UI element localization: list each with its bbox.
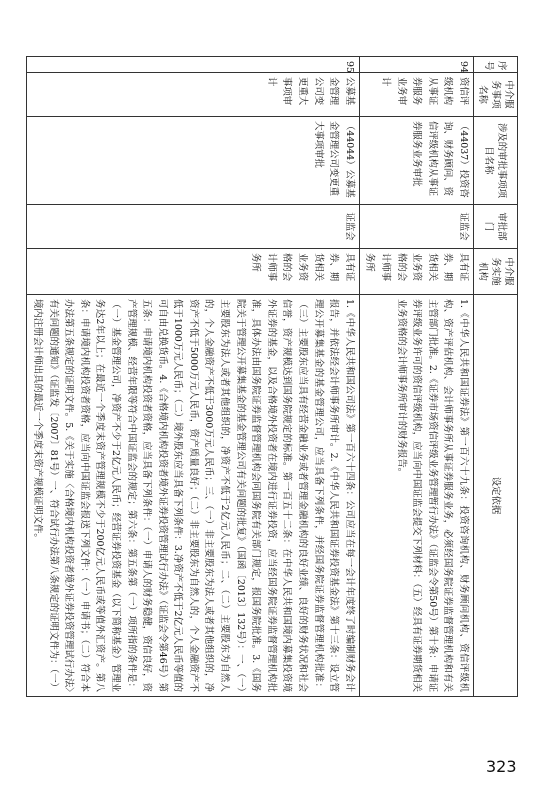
header-approval-item: 涉及的审批事项项目名称 xyxy=(474,117,518,205)
row-approval-dept: 证监会 xyxy=(359,205,473,249)
row-approval-dept: 证监会 xyxy=(27,205,359,249)
header-service-type: 中介服务事项名称 xyxy=(474,73,518,117)
page-number: 323 xyxy=(486,757,517,776)
row-basis: 1.《中华人民共和国证券法》第一百六十九条：投资咨询机构、财务顾问机构、资信评级机构、资产评估机构、会计师事务所从事证券服务业务，必须经国务院证券监督管理机构和有关主管部门批准。2.《证券市场资信评级业务管理暂行办法》（证监会令第50号）第十条：申请证券评级业务许可的资信评级机构，应当向中国证监会提交下列材料：（五）经具有证券期货相关业务资格的会计师事务所审计的财务报告。 xyxy=(359,295,473,697)
row-approval-item: （44037）投资咨询、财务顾问、资信评级机构从事证券服务业务审批 xyxy=(359,117,473,205)
row-agency: 具有证券、期货相关业务资格的会计师事务所 xyxy=(27,249,359,295)
header-approval-dept: 审批部门 xyxy=(474,205,518,249)
header-basis: 设定依据 xyxy=(474,295,518,697)
header-agency: 中介服务实施机构 xyxy=(474,249,518,295)
rotated-table-wrapper xyxy=(31,56,518,696)
header-seq: 序号 xyxy=(474,57,518,73)
table-header-row xyxy=(474,57,518,697)
row-agency: 具有证券、期货相关业务资格的会计师事务所 xyxy=(359,249,473,295)
intermediary-services-table xyxy=(26,56,518,697)
table-row xyxy=(27,57,359,697)
row-approval-item: （44044）公募基金管理公司变更重大事项审批 xyxy=(27,117,359,205)
row-seq: 94 xyxy=(359,57,473,73)
table-row xyxy=(359,57,473,697)
row-seq: 95 xyxy=(27,57,359,73)
row-service-type: 公募基金管理公司变更重大事项审计 xyxy=(27,73,359,117)
row-basis: 1.《中华人民共和国公司法》第一百六十四条：公司应当在每一会计年度终了时编制财务会计报告，并依法经会计师事务所审计。2.《中华人民共和国证券投资基金法》第十三条：设立管理公开募集基金的基金管理公司，应当具备下列条件，并经国务院证券监督管理机构批准：（三）主要股东应当具有经营金融业务或者管理金融机构的良好业绩、良好的财务状况和社会信誉，资产规模达到国务院规定的标准。第一百五十二条：在中华人民共和国境内募集投资境外证券的基金，以及合格境外投资者在境内进行证券投资，应当经国务院证券监督管理机构批准，具体办法由国务院证券监督管理机构会同国务院有关部门规定，报国务院批准。3.《国务院关于管理公开募集基金的基金管理公司有关问题的批复》（国函〔2013〕132号）：一、（一）主要股东为法人或者其他组织的，净资产不低于2亿元人民币；二、（二）主要股东为自然人的，个人金融资产不低于3000万元人民币；三、（一）非主要股东为法人或者其他组织的，净资产不低于5000万元人民币，资产质量良好；（二）非主要股东为自然人的，个人金融资产不低于1000万元人民币；（二）境外股东应当具备下列条件：3.净资产不低于2亿元人民币等值的可自由兑换货币。4.《合格境内机构投资者境外证券投资管理试行办法》（证监会令第46号）第五条：申请境内机构投资者资格，应当具备下列条件：（一）申请人的财务稳健，资信良好，资产管理规模、经营年限等符合中国证监会的规定；第六条：第五条第（一）项所指的条件是：（一）基金管理公司，净资产不少于2亿元人民币；经营证券投资基金（以下简称基金）管理业务达2年以上；在最近一个季度末资产管理规模不少于200亿元人民币或等值外汇资产。第八条：申请境内机构投资者资格，应当向中国证监会报送下列文件：（一）申请书；（二）符合本办法第五条规定的证明文件。5.《关于实施〈合格境内机构投资者境外证券投资管理试行办法〉有关问题的通知》（证监发〔2007〕81号）一、符合试行办法第八条规定的证明文件为：（一）境内注册会计师出具的最近一个季度末资产规模证明文件。 xyxy=(27,295,359,697)
row-service-type: 资信评级机构从事证券服务业务审计 xyxy=(359,73,473,117)
